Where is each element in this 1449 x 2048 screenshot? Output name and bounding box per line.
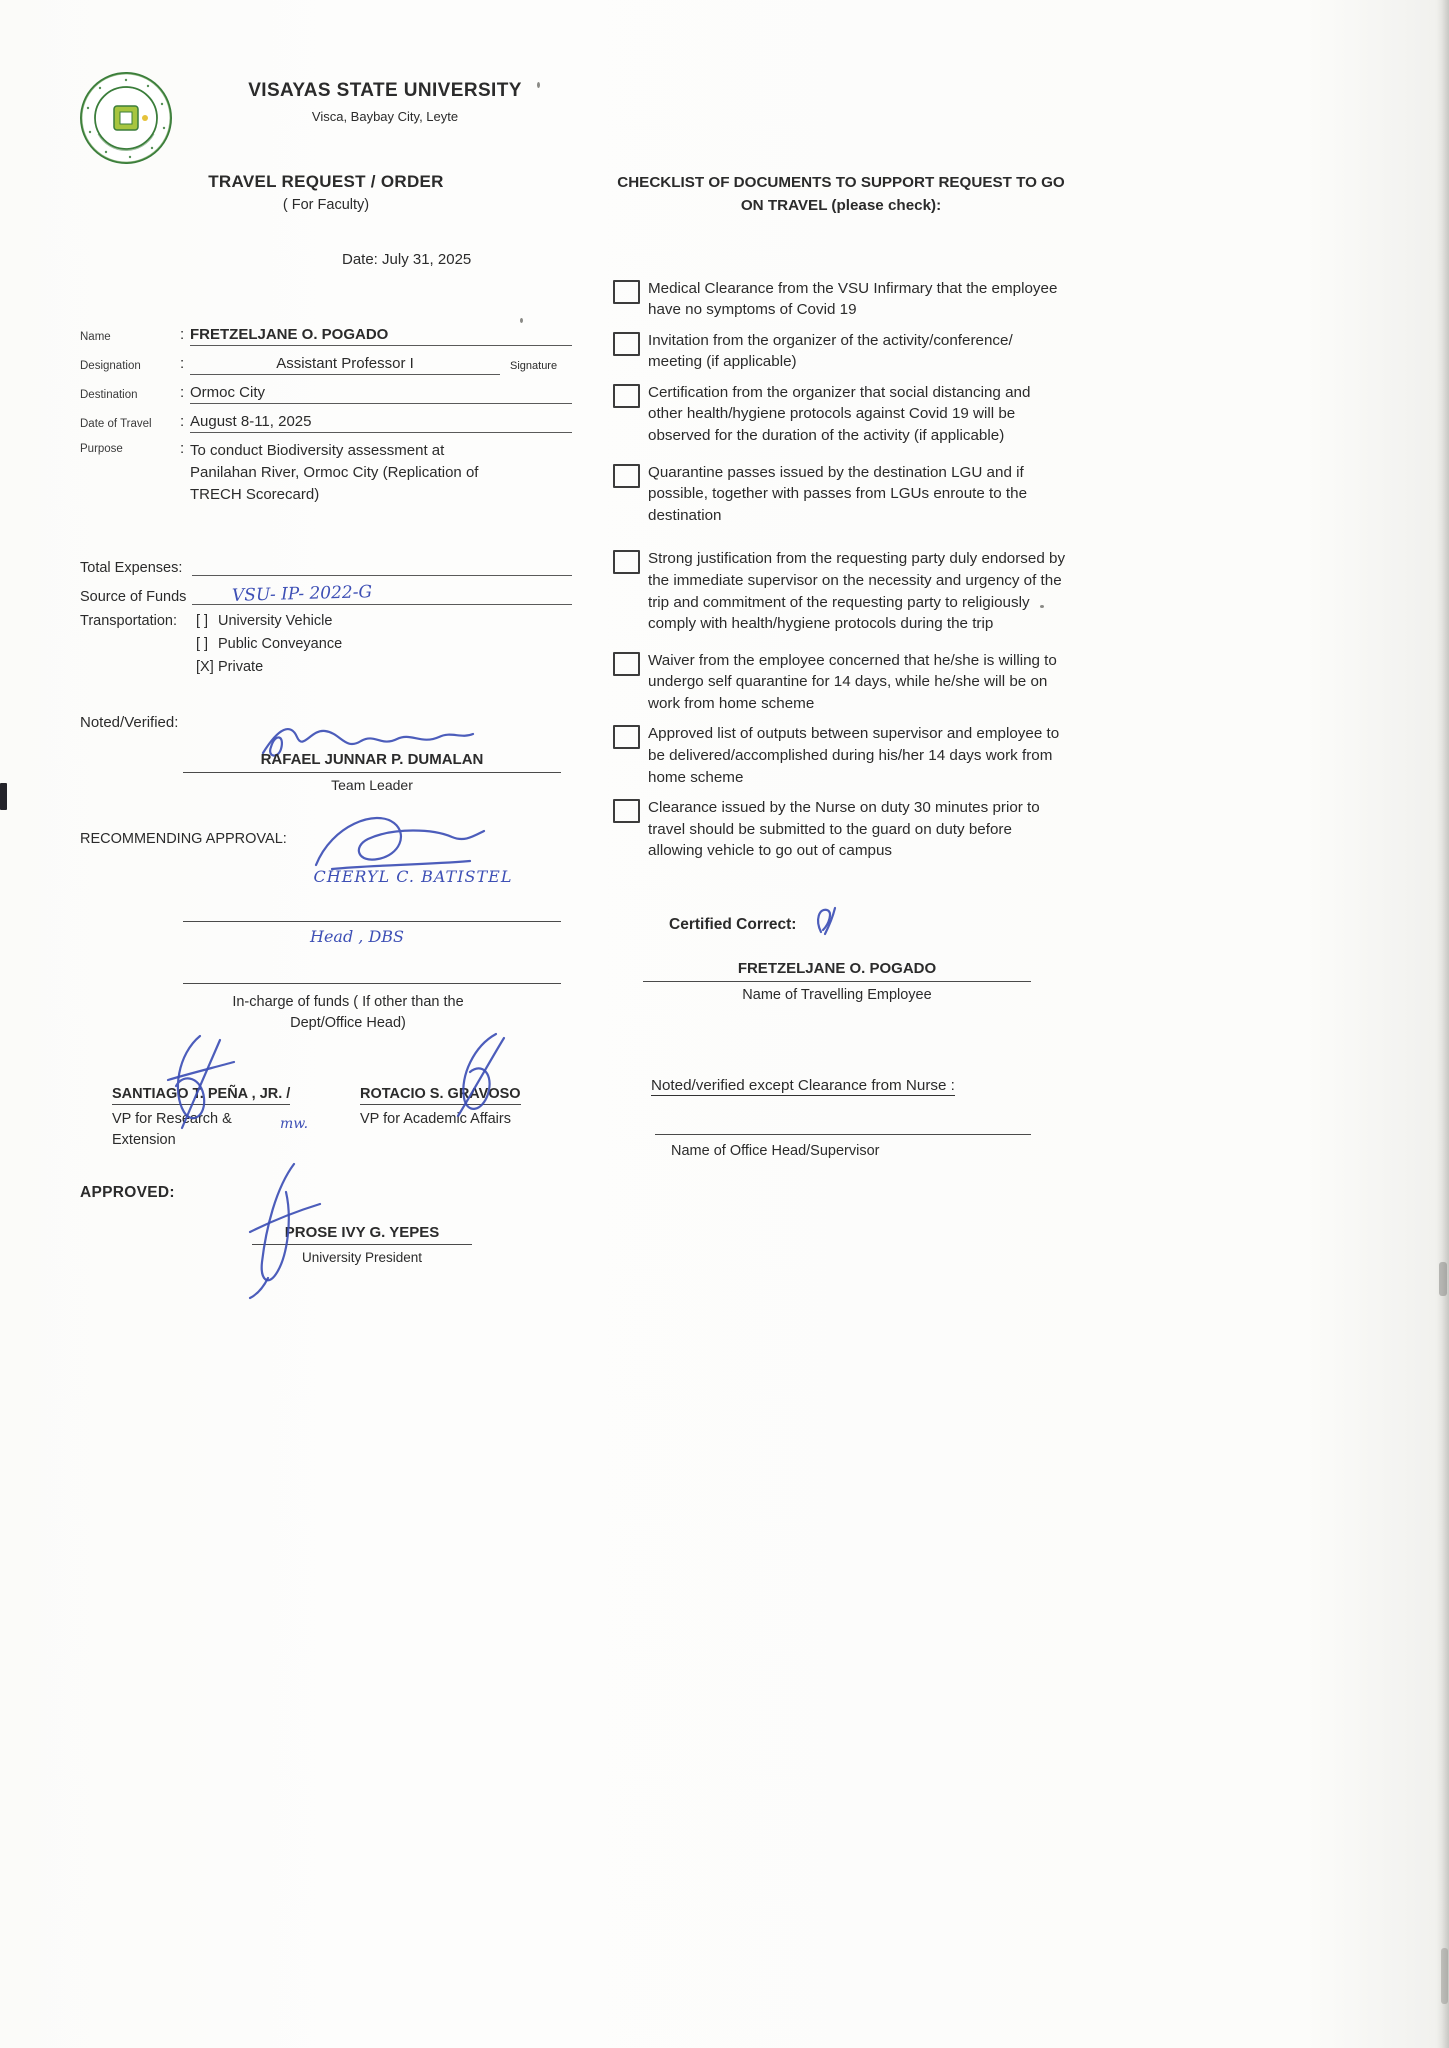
university-name: VISAYAS STATE UNIVERSITY: [248, 80, 522, 101]
recommending-handwritten-name: CHERYL C. BATISTEL: [313, 867, 513, 887]
checkbox[interactable]: [613, 652, 640, 676]
noted-except-text: Noted/verified except Clearance from Nurse :: [651, 1076, 955, 1094]
purpose-label: Purpose: [80, 443, 123, 455]
checklist-item-text: Strong justification from the requesting party duly endorsed by the immediate supervisor on the necessity and urgency of the trip and commitment of the requesting party to religiously comply with health/hygiene protocols during the trip: [648, 550, 1066, 633]
checklist-item-text: Invitation from the organizer of the activity/conference/ meeting (if applicable): [648, 331, 1013, 371]
form-header: [78, 70, 540, 166]
checklist-item-text: Certification from the organizer that social distancing and other health/hygiene protocols against Covid 19 will be observed for the duration of the activity (if applicable): [648, 383, 1031, 445]
travel-request-column: [80, 172, 572, 1265]
vp-research-signatory: [112, 1086, 360, 1150]
vsu-seal-logo: [78, 70, 174, 166]
vp-research-name: SANTIAGO T. PEÑA , JR. /: [112, 1086, 290, 1105]
checkbox[interactable]: [613, 464, 640, 488]
team-leader-name: RAFAEL JUNNAR P. DUMALAN: [183, 751, 561, 773]
checkbox[interactable]: [613, 332, 640, 356]
checkbox[interactable]: [613, 280, 640, 304]
scan-artifact: [0, 783, 7, 810]
checklist-item-nurse-clearance: [613, 797, 1069, 862]
office-head-signature-line: [655, 1134, 1031, 1135]
designation-value: Assistant Professor I: [190, 355, 500, 375]
gravoso-signature-ink: [438, 1028, 518, 1124]
purpose-value: To conduct Biodiversity assessment at Panilahan River, Ormoc City (Replication of TRECH Scorecard): [190, 442, 479, 503]
form-title: TRAVEL REQUEST / ORDER: [208, 172, 444, 191]
handwritten-initials: mw.: [280, 1116, 309, 1133]
checklist-items: [613, 278, 1069, 862]
request-fields: [80, 324, 572, 507]
transportation-label: Transportation:: [80, 613, 177, 630]
approved-label: APPROVED:: [80, 1183, 175, 1201]
pena-signature-ink: [154, 1028, 244, 1140]
name-value: FRETZELJANE O. POGADO: [190, 326, 572, 346]
recommending-handwritten-title: Head , DBS: [310, 927, 405, 947]
public-conveyance-checkbox[interactable]: [ ]: [196, 636, 209, 653]
option-private[interactable]: [196, 659, 342, 675]
colon: :: [180, 384, 185, 401]
vp-signatories-row: [80, 1086, 572, 1150]
checklist-item-invitation: [613, 330, 1069, 373]
source-of-funds-line[interactable]: [192, 584, 572, 605]
team-leader-signatory: [183, 717, 561, 793]
private-label: Private: [218, 659, 264, 676]
checklist-item-text: Quarantine passes issued by the destination LGU and if possible, together with passes from LGUs enroute to the destination: [648, 463, 1028, 524]
noted-verified-section: [80, 714, 572, 793]
checklist-item-text: Waiver from the employee concerned that he/she is willing to undergo self quarantine for 14 days, while he/she will be on work from home scheme: [648, 651, 1057, 712]
checklist-item-text: Medical Clearance from the VSU Infirmary that the employee have no symptoms of Covid 19: [648, 279, 1058, 319]
checklist-item-medical-clearance: [613, 278, 1069, 321]
university-address: Visca, Baybay City, Leyte: [311, 109, 459, 124]
noted-except-line: [651, 1077, 1069, 1094]
scan-speck: [537, 82, 540, 88]
incharge-signature-line: [183, 983, 561, 984]
expenses-section: [80, 555, 572, 682]
scan-speck: [520, 318, 523, 323]
total-expenses-row: [80, 555, 572, 576]
scan-smudge: [1441, 1948, 1448, 2004]
checklist-item-strong-justification: [613, 548, 1069, 634]
vp-academic-name: ROTACIO S. GRAVOSO: [360, 1086, 521, 1105]
total-expenses-label: Total Expenses:: [80, 560, 183, 577]
recommending-approval-label: RECOMMENDING APPROVAL:: [80, 831, 287, 848]
transportation-row: [80, 613, 572, 682]
destination-value: Ormoc City: [190, 384, 572, 404]
vp-research-title: VP for Research & Extension: [112, 1111, 232, 1148]
colon: :: [180, 413, 185, 430]
employee-initial-ink: [805, 902, 839, 938]
field-purpose: [80, 440, 572, 507]
scan-smudge: [1439, 1262, 1447, 1296]
transportation-options: [196, 613, 342, 682]
field-designation: [80, 353, 572, 375]
travelling-employee-name: FRETZELJANE O. POGADO: [643, 960, 1031, 982]
incharge-of-funds-section: [80, 983, 572, 1150]
checkbox[interactable]: [613, 384, 640, 408]
president-name: PROSE IVY G. YEPES: [252, 1224, 472, 1245]
president-title: University President: [301, 1249, 423, 1265]
checklist-item-waiver: [613, 650, 1069, 715]
vp-academic-title: VP for Academic Affairs: [360, 1111, 511, 1128]
university-vehicle-label: University Vehicle: [218, 613, 333, 630]
date-of-travel-value: August 8-11, 2025: [190, 413, 572, 433]
colon: :: [180, 440, 185, 457]
certified-correct-label: Certified Correct:: [669, 915, 797, 933]
colon: :: [180, 326, 185, 343]
vp-academic-signatory: [360, 1086, 560, 1150]
public-conveyance-label: Public Conveyance: [218, 636, 343, 653]
recommending-signature-line: [183, 921, 561, 922]
team-leader-title: Team Leader: [331, 777, 413, 794]
checklist-title: CHECKLIST OF DOCUMENTS TO SUPPORT REQUEST TO GO ON TRAVEL (please check):: [617, 174, 1065, 214]
form-subtitle: ( For Faculty): [282, 197, 370, 213]
travelling-employee-caption: Name of Travelling Employee: [742, 986, 932, 1003]
signature-label: Signature: [510, 360, 558, 372]
designation-label: Designation: [80, 360, 141, 372]
checklist-column: [613, 172, 1069, 1159]
checklist-item-quarantine-passes: [613, 462, 1069, 527]
name-label: Name: [80, 331, 111, 343]
field-date-of-travel: [80, 411, 572, 433]
office-head-caption: Name of Office Head/Supervisor: [671, 1142, 880, 1159]
field-destination: [80, 382, 572, 404]
total-expenses-blank-line[interactable]: [192, 555, 572, 576]
option-public-conveyance[interactable]: [196, 636, 342, 652]
checkbox[interactable]: [613, 725, 640, 749]
checkbox[interactable]: [613, 550, 640, 574]
colon: :: [180, 355, 185, 372]
source-of-funds-handwritten-value: VSU- IP- 2022-G: [231, 582, 373, 607]
checklist-item-approved-outputs: [613, 723, 1069, 788]
president-signatory: [252, 1224, 472, 1265]
header-text: [230, 80, 540, 124]
checkbox[interactable]: [613, 799, 640, 823]
private-checkbox[interactable]: [X]: [196, 659, 214, 676]
recommending-approval-section: [80, 831, 572, 947]
yepes-signature-ink: [238, 1158, 328, 1300]
source-of-funds-row: [80, 584, 572, 605]
checklist-item-text: Clearance issued by the Nurse on duty 30 minutes prior to travel should be submitted to the guard on duty before allowing vehicle to go out of campus: [648, 799, 1040, 860]
checklist-item-certification: [613, 382, 1069, 447]
scan-speck: [1040, 605, 1044, 608]
noted-verified-label: Noted/Verified:: [80, 714, 179, 732]
option-university-vehicle[interactable]: [196, 613, 342, 629]
certified-correct-section: [613, 916, 1069, 1003]
date-of-travel-label: Date of Travel: [80, 418, 152, 430]
checklist-item-text: Approved list of outputs between supervisor and employee to be delivered/accomplished during his/her 14 days work from home scheme: [648, 725, 1060, 786]
incharge-caption: In-charge of funds ( If other than the Dept/Office Head): [232, 994, 464, 1032]
source-of-funds-label: Source of Funds: [80, 589, 187, 606]
destination-label: Destination: [80, 389, 138, 401]
scan-edge-shadow: [1437, 0, 1449, 2048]
approved-section: [80, 1184, 572, 1265]
form-date: Date: July 31, 2025: [342, 251, 472, 268]
field-name: [80, 324, 572, 346]
university-vehicle-checkbox[interactable]: [ ]: [196, 613, 209, 630]
